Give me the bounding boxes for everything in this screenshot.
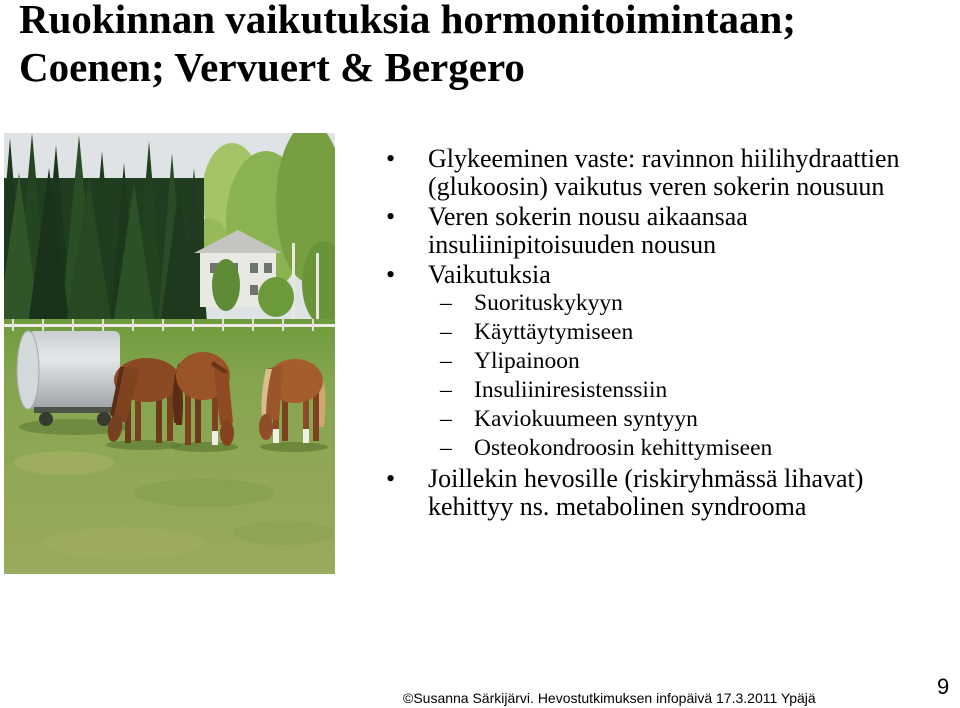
- sub-bullet-item: [384, 405, 934, 434]
- birch-trunk: [316, 253, 319, 323]
- sub-bullet-list: [384, 289, 934, 463]
- fence-post: [312, 319, 314, 331]
- fence-post: [132, 319, 134, 331]
- horse-sock: [303, 429, 309, 443]
- grass-patch: [134, 479, 274, 507]
- grass-patch: [44, 527, 204, 559]
- tank-wheel: [39, 412, 53, 426]
- horses-photo-image: [4, 133, 335, 574]
- bullet-marker: •: [386, 202, 396, 231]
- fence-post: [102, 319, 104, 331]
- house-window: [250, 263, 258, 273]
- bullet-marker: •: [386, 144, 396, 173]
- horse-shadow: [260, 442, 328, 452]
- sub-bullet-marker: –: [440, 377, 452, 403]
- bullet-text: Joillekin hevosille (riskiryhmässä lihavat) kehittyy ns. metabolinen syndrooma: [428, 464, 864, 521]
- sub-bullet-marker: –: [440, 348, 452, 374]
- bullet-item: [384, 203, 934, 259]
- sub-bullet-item: [384, 434, 934, 463]
- sub-bullet-text: Ylipainoon: [474, 348, 580, 374]
- horse-sock: [212, 431, 218, 445]
- bullet-item: [384, 465, 934, 521]
- footer-copyright: ©Susanna Särkijärvi. Hevostutkimuksen infopäivä 17.3.2011 Ypäjä: [403, 690, 816, 706]
- fence-post: [12, 319, 14, 331]
- fence-post: [42, 319, 44, 331]
- house-window: [264, 263, 272, 273]
- sub-bullet-item: [384, 318, 934, 347]
- horse-leg: [167, 391, 173, 441]
- horses-photo: [4, 133, 335, 574]
- horse-head: [259, 414, 273, 440]
- sub-bullet-text: Osteokondroosin kehittymiseen: [474, 435, 773, 461]
- sub-bullet-item: [384, 289, 934, 318]
- bullet-text: Veren sokerin nousu aikaansaa insuliinipitoisuuden nousun: [428, 202, 748, 259]
- birch-trunk: [292, 243, 295, 323]
- fence-post: [282, 319, 284, 331]
- slide-number: 9: [937, 674, 950, 699]
- fence-post: [192, 319, 194, 331]
- sub-bullet-marker: –: [440, 406, 452, 432]
- fence-post: [222, 319, 224, 331]
- tank-body: [28, 331, 120, 409]
- sub-bullet-marker: –: [440, 319, 452, 345]
- horse-leg: [185, 391, 191, 445]
- sub-bullet-text: Käyttäytymiseen: [474, 319, 634, 345]
- bullet-item: [384, 261, 934, 463]
- slide-title-line: Ruokinnan vaikutuksia hormonitoimintaan;: [19, 0, 796, 42]
- horse-sock: [273, 429, 279, 443]
- fence-rail: [4, 324, 335, 327]
- sub-bullet-text: Insuliiniresistenssiin: [474, 377, 668, 403]
- fence-post: [252, 319, 254, 331]
- sub-bullet-text: Kaviokuumeen syntyyn: [474, 406, 698, 432]
- slide-title-line: Coenen; Vervuert & Bergero: [19, 44, 525, 90]
- garden-tree: [212, 259, 240, 311]
- grass-patch: [14, 451, 114, 475]
- horse-shadow: [106, 440, 182, 450]
- bullet-marker: •: [386, 260, 396, 289]
- bullet-item: [384, 145, 934, 201]
- sub-bullet-item: [384, 376, 934, 405]
- grass-patch: [234, 521, 334, 545]
- bullet-marker: •: [386, 464, 396, 493]
- slide-title: [19, 0, 796, 91]
- sub-bullet-marker: –: [440, 435, 452, 461]
- bullet-list: [384, 145, 934, 521]
- bullet-text: Glykeeminen vaste: ravinnon hiilihydraattien (glukoosin) vaikutus veren sokerin nousuun: [428, 144, 900, 201]
- horse-leg: [313, 391, 319, 441]
- garden-tree: [258, 277, 294, 317]
- sub-bullet-item: [384, 347, 934, 376]
- sub-bullet-marker: –: [440, 290, 452, 316]
- tank-end: [17, 331, 39, 409]
- house-window: [250, 285, 258, 295]
- horse-head: [220, 420, 234, 446]
- bullet-text: Vaikutuksia: [428, 260, 551, 289]
- sub-bullet-text: Suorituskykyyn: [474, 290, 623, 316]
- fence-post: [162, 319, 164, 331]
- fence-post: [72, 319, 74, 331]
